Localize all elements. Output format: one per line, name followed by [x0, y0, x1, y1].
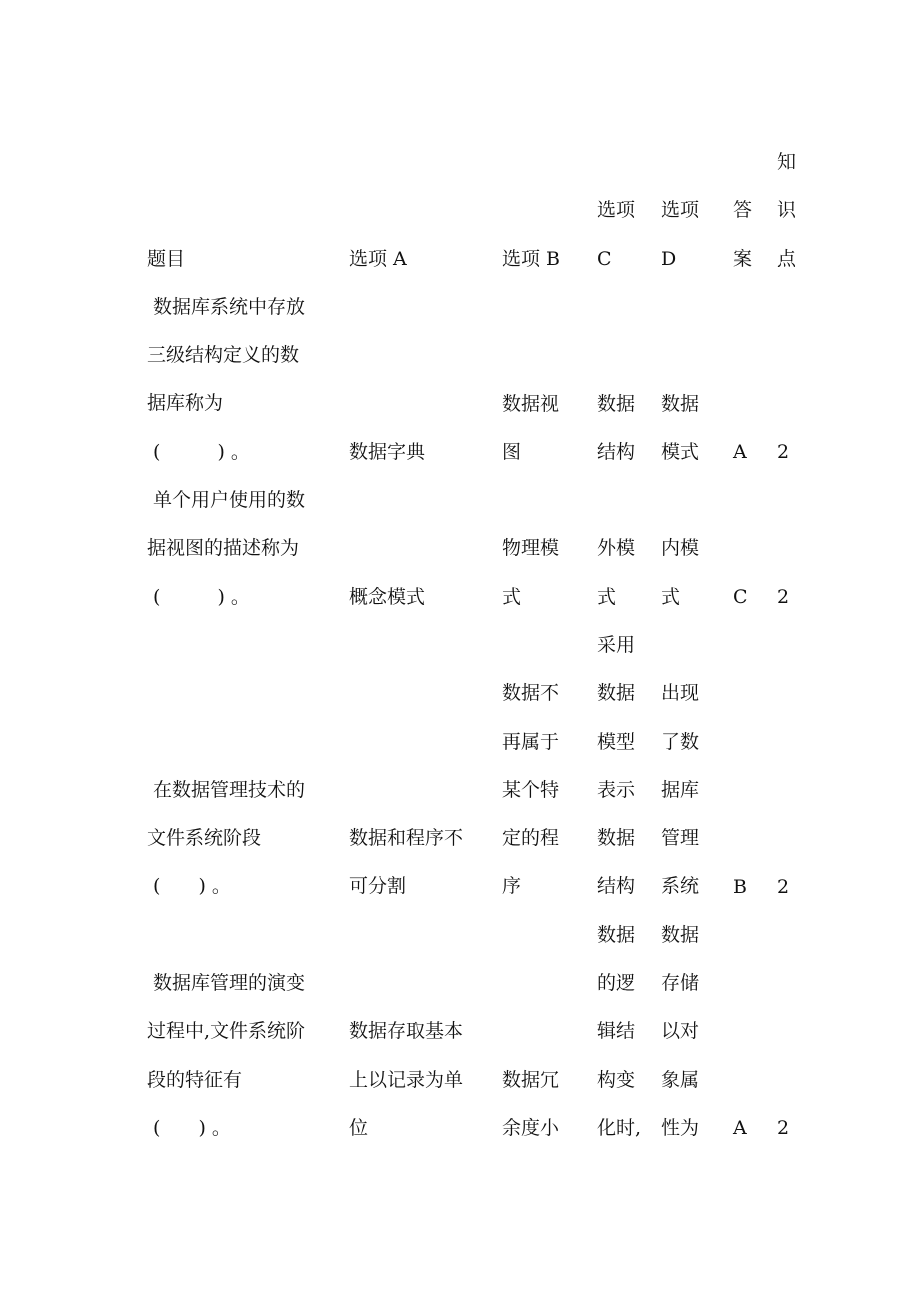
cell-text-line: 数据 [597, 827, 636, 850]
cell-text-line: 数据存取基本 [349, 1020, 464, 1043]
cell-text-line: ( ) 。 [147, 875, 231, 898]
cell-text-line: 化时, [597, 1116, 642, 1139]
cell-text-line: 单个用户使用的数 [147, 489, 306, 512]
cell-text-line: 段的特征有 [147, 1068, 243, 1091]
cell-text-line: 在数据管理技术的 [147, 778, 306, 801]
cell-text-line: 文件系统阶段 [147, 827, 262, 850]
option-d-cell [661, 669, 716, 910]
cell-text-line: 选项 [661, 199, 700, 222]
cell-text-line: ( ) 。 [147, 440, 250, 463]
cell-text-line: ( ) 。 [147, 585, 250, 608]
option-b-cell [502, 669, 582, 910]
cell-text-line: A [733, 440, 747, 463]
cell-text-line: 过程中,文件系统阶 [147, 1020, 306, 1043]
cell-text-line: 的逻 [597, 972, 636, 995]
option-c-cell [597, 621, 652, 911]
question-cell [147, 959, 337, 1152]
cell-text-line: 可分割 [349, 875, 407, 898]
cell-text-line: 据库称为 [147, 392, 224, 415]
answer-cell [733, 1104, 763, 1152]
cell-text-line: 题目 [147, 247, 186, 270]
answer-cell [733, 186, 763, 283]
option-d-cell [661, 524, 716, 621]
cell-text-line: 数据 [597, 392, 636, 415]
cell-text-line: 位 [349, 1116, 369, 1139]
option-b-cell [502, 380, 582, 477]
cell-text-line: 2 [777, 1117, 790, 1139]
cell-text-line: 答 [733, 199, 753, 222]
cell-text-line: 表示 [597, 778, 636, 801]
cell-text-line: 数据不 [502, 682, 560, 705]
cell-text-line: 2 [777, 440, 790, 463]
knowledge-point-cell [777, 138, 807, 283]
cell-text-line: 某个特 [502, 778, 560, 801]
cell-text-line: 2 [777, 875, 790, 898]
cell-text-line: ( ) 。 [147, 1116, 231, 1139]
cell-text-line: 式 [661, 585, 681, 608]
cell-text-line: 数据 [661, 392, 700, 415]
cell-text-line: 知 [777, 151, 797, 173]
option-c-cell [597, 186, 652, 283]
cell-text-line: 余度小 [502, 1116, 560, 1139]
cell-text-line: 三级结构定义的数 [147, 344, 300, 367]
answer-cell [733, 573, 763, 621]
cell-text-line: 上以记录为单 [349, 1068, 464, 1091]
cell-text-line: 结构 [597, 440, 636, 463]
option-d-cell [661, 380, 716, 477]
answer-cell [733, 863, 763, 911]
cell-text-line: 图 [502, 440, 522, 463]
cell-text-line: D [661, 247, 677, 270]
cell-text-line: 式 [502, 585, 522, 608]
cell-text-line: 选项 [597, 199, 636, 222]
option-c-cell [597, 911, 652, 1152]
cell-text-line: 象属 [661, 1068, 700, 1091]
cell-text-line: 数据 [597, 682, 636, 705]
question-cell [147, 283, 337, 476]
cell-text-line: 数据库管理的演变 [147, 972, 306, 995]
cell-text-line: 以对 [661, 1020, 700, 1043]
option-b-cell [502, 524, 582, 621]
cell-text-line: 2 [777, 585, 790, 608]
knowledge-point-cell [777, 863, 807, 911]
cell-text-line: 数据视 [502, 392, 560, 415]
cell-text-line: 据库 [661, 778, 700, 801]
cell-text-line: B [733, 875, 747, 898]
cell-text-line: 模式 [661, 440, 700, 463]
cell-text-line: C [733, 585, 748, 608]
cell-text-line: 识 [777, 199, 797, 222]
option-a-cell [349, 573, 489, 621]
cell-text-line: 式 [597, 585, 617, 608]
cell-text-line: 序 [502, 875, 522, 898]
cell-text-line: 性为 [661, 1116, 700, 1139]
cell-text-line: 结构 [597, 875, 636, 898]
cell-text-line: 数据 [597, 923, 636, 946]
cell-text-line: 管理 [661, 827, 700, 850]
option-d-cell [661, 186, 716, 283]
question-cell [147, 235, 337, 283]
cell-text-line: 存储 [661, 972, 700, 995]
cell-text-line: 构变 [597, 1068, 636, 1091]
cell-text-line: 数据和程序不 [349, 827, 464, 850]
option-b-cell [502, 1056, 582, 1153]
question-cell [147, 476, 337, 621]
cell-text-line: 了数 [661, 730, 700, 753]
cell-text-line: 系统 [661, 875, 700, 898]
cell-text-line: 辑结 [597, 1020, 636, 1043]
option-a-cell [349, 814, 489, 911]
cell-text-line: A [733, 1117, 747, 1139]
cell-text-line: C [597, 247, 612, 270]
cell-text-line: 数据库系统中存放 [147, 295, 306, 318]
option-c-cell [597, 524, 652, 621]
cell-text-line: 数据字典 [349, 440, 426, 463]
cell-text-line: 外模 [597, 537, 636, 560]
option-a-cell [349, 428, 489, 476]
cell-text-line: 数据 [661, 923, 700, 946]
option-b-cell [502, 235, 582, 283]
option-a-cell [349, 235, 489, 283]
option-c-cell [597, 380, 652, 477]
option-a-cell [349, 1007, 489, 1152]
knowledge-point-cell [777, 1104, 807, 1152]
cell-text-line: 内模 [661, 537, 700, 560]
answer-cell [733, 428, 763, 476]
cell-text-line: 点 [777, 247, 797, 270]
knowledge-point-cell [777, 573, 807, 621]
cell-text-line: 选项 B [502, 247, 561, 270]
option-d-cell [661, 911, 716, 1152]
cell-text-line: 数据冗 [502, 1068, 560, 1091]
cell-text-line: 概念模式 [349, 585, 426, 608]
cell-text-line: 采用 [597, 634, 636, 656]
knowledge-point-cell [777, 428, 807, 476]
cell-text-line: 选项 A [349, 247, 407, 270]
question-cell [147, 766, 337, 911]
cell-text-line: 定的程 [502, 827, 560, 850]
cell-text-line: 物理模 [502, 537, 560, 560]
cell-text-line: 据视图的描述称为 [147, 537, 300, 560]
cell-text-line: 案 [733, 247, 753, 270]
cell-text-line: 再属于 [502, 730, 560, 753]
cell-text-line: 出现 [661, 682, 700, 705]
cell-text-line: 模型 [597, 730, 636, 753]
